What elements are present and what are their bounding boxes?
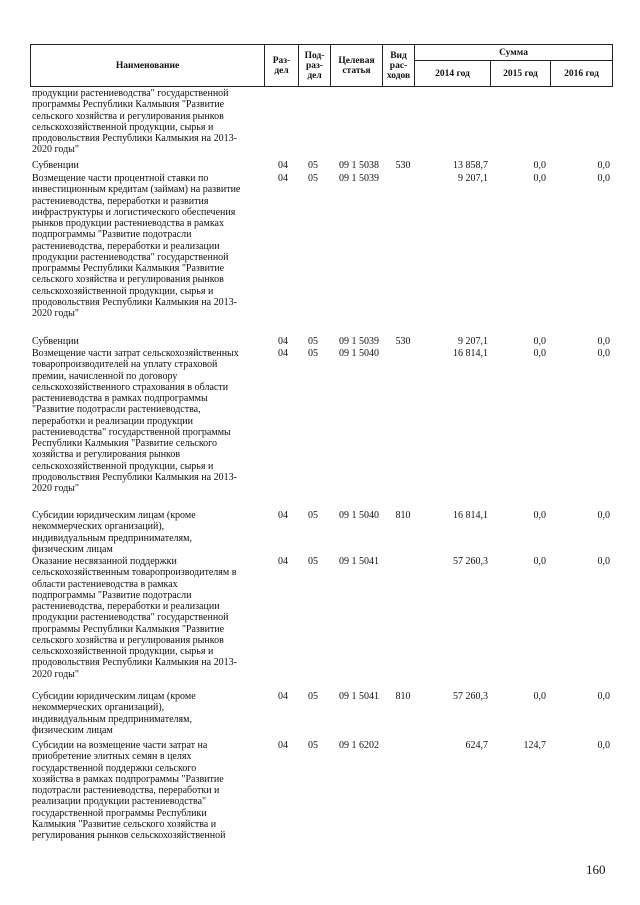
cell-cs: 09 1 5039 bbox=[339, 336, 379, 347]
cell-y15: 124,7 bbox=[523, 740, 546, 751]
cell-pr: 05 bbox=[308, 740, 318, 751]
cell-y15: 0,0 bbox=[533, 510, 546, 521]
cell-name: Оказание несвязанной поддержки сельскохозяйственным товаропроизводителям в области растениеводства в рамках подпрограммы "Развитие подотрасли растениеводства, переработки и реализации продукции растениеводства" государственной программы Республики Калмыкия "Развитие сельского хозяйства и регулирования рынков сельскохозяйственной продукции, сырья и продовольствия Республики Калмыкия на 2013- 2020 годы" bbox=[32, 556, 237, 680]
cell-name: Субвенции bbox=[32, 336, 79, 347]
cell-y16: 0,0 bbox=[597, 348, 610, 359]
cell-pr: 05 bbox=[308, 160, 318, 171]
cell-y16: 0,0 bbox=[597, 740, 610, 751]
cell-y15: 0,0 bbox=[533, 160, 546, 171]
cell-name: Субсидии юридическим лицам (кроме некоммерческих организаций), индивидуальным предпринимателям, физическим лицам bbox=[32, 691, 196, 736]
table-header bbox=[30, 44, 613, 87]
cell-pr: 05 bbox=[308, 348, 318, 359]
cell-r: 04 bbox=[278, 510, 288, 521]
cell-vr: 810 bbox=[395, 510, 411, 521]
header-2014: 2014 год bbox=[415, 61, 491, 87]
cell-y16: 0,0 bbox=[597, 173, 610, 184]
cell-r: 04 bbox=[278, 740, 288, 751]
cell-name: Субсидии юридическим лицам (кроме некоммерческих организаций), индивидуальным предпринимателям, физическим лицам bbox=[32, 510, 196, 555]
cell-cs: 09 1 5040 bbox=[339, 348, 379, 359]
cell-pr: 05 bbox=[308, 510, 318, 521]
cell-r: 04 bbox=[278, 160, 288, 171]
cell-r: 04 bbox=[278, 336, 288, 347]
cell-pr: 05 bbox=[308, 173, 318, 184]
cell-y16: 0,0 bbox=[597, 336, 610, 347]
cell-pr: 05 bbox=[308, 336, 318, 347]
page-number: 160 bbox=[586, 862, 606, 877]
cell-y15: 0,0 bbox=[533, 173, 546, 184]
header-vid: Вид рас- ходов bbox=[383, 45, 415, 87]
header-2016: 2016 год bbox=[551, 61, 613, 87]
cell-y15: 0,0 bbox=[533, 348, 546, 359]
cell-r: 04 bbox=[278, 173, 288, 184]
header-2015: 2015 год bbox=[491, 61, 551, 87]
cell-y14: 13 858,7 bbox=[453, 160, 488, 171]
cell-y16: 0,0 bbox=[597, 160, 610, 171]
cell-vr: 530 bbox=[395, 336, 411, 347]
cell-name: Субвенции bbox=[32, 160, 79, 171]
cell-pr: 05 bbox=[308, 691, 318, 702]
cell-name: Возмещение части затрат сельскохозяйственных товаропроизводителей на уплату страховой премии, начисленной по договору сельскохозяйственного страхования в области растениеводства в рамках подпрограммы "Развитие подотрасли растениеводства, переработки и реализации продукции растениеводства" государственной программы Республики Калмыкия "Развитие сельского хозяйства и регулирования рынков сельскохозяйственной продукции, сырья и продовольствия Республики Калмыкия на 2013- 2020 годы" bbox=[32, 348, 239, 494]
cell-r: 04 bbox=[278, 691, 288, 702]
cell-cs: 09 1 5040 bbox=[339, 510, 379, 521]
cell-y15: 0,0 bbox=[533, 556, 546, 567]
cell-vr: 530 bbox=[395, 160, 411, 171]
header-tselevaya: Целевая статья bbox=[331, 45, 383, 87]
header-podrazdel: Под- раз- дел bbox=[299, 45, 331, 87]
cell-cs: 09 1 5041 bbox=[339, 691, 379, 702]
cell-y14: 9 207,1 bbox=[458, 173, 488, 184]
cell-y14: 57 260,3 bbox=[453, 691, 488, 702]
cell-y16: 0,0 bbox=[597, 691, 610, 702]
cell-vr: 810 bbox=[395, 691, 411, 702]
cell-y14: 9 207,1 bbox=[458, 336, 488, 347]
cell-cs: 09 1 5039 bbox=[339, 173, 379, 184]
cell-y15: 0,0 bbox=[533, 691, 546, 702]
cell-y14: 57 260,3 bbox=[453, 556, 488, 567]
cell-name: Субсидии на возмещение части затрат на приобретение элитных семян в целях государственной поддержки сельского хозяйства в рамках подпрограммы "Развитие подотрасли растениеводства, переработки и реализации продукции растениеводства" государственной программы Республики Калмыкия "Развитие сельского хозяйства и регулирования рынков сельскохозяйственной bbox=[32, 740, 226, 841]
header-name: Наименование bbox=[31, 45, 265, 87]
cell-y15: 0,0 bbox=[533, 336, 546, 347]
cell-cs: 09 1 5041 bbox=[339, 556, 379, 567]
cell-cs: 09 1 5038 bbox=[339, 160, 379, 171]
cell-y14: 624,7 bbox=[465, 740, 488, 751]
cell-y14: 16 814,1 bbox=[453, 348, 488, 359]
cell-name: Возмещение части процентной ставки по инвестиционным кредитам (займам) на развитие растениеводства, переработки и развития инфраструктуры и логистического обеспечения рынков продукции растениеводства в рамках подпрограммы "Развитие подотрасли растениеводства, переработки и реализации продукции растениеводства" государственной программы Республики Калмыкия "Развитие сельского хозяйства и регулирования рынков сельскохозяйственной продукции, сырья и продовольствия Республики Калмыкия на 2013- 2020 годы" bbox=[32, 173, 241, 319]
cell-pr: 05 bbox=[308, 556, 318, 567]
cell-y16: 0,0 bbox=[597, 510, 610, 521]
cell-r: 04 bbox=[278, 348, 288, 359]
cell-name: продукции растениеводства" государственной программы Республики Калмыкия "Развитие сельского хозяйства и регулирования рынков сельскохозяйственной продукции, сырья и продовольствия Республики Калмыкия на 2013- 2020 годы" bbox=[32, 88, 237, 156]
cell-y14: 16 814,1 bbox=[453, 510, 488, 521]
header-summa: Сумма bbox=[415, 45, 613, 61]
cell-cs: 09 1 6202 bbox=[339, 740, 379, 751]
header-razdel: Раз- дел bbox=[265, 45, 299, 87]
cell-r: 04 bbox=[278, 556, 288, 567]
cell-y16: 0,0 bbox=[597, 556, 610, 567]
